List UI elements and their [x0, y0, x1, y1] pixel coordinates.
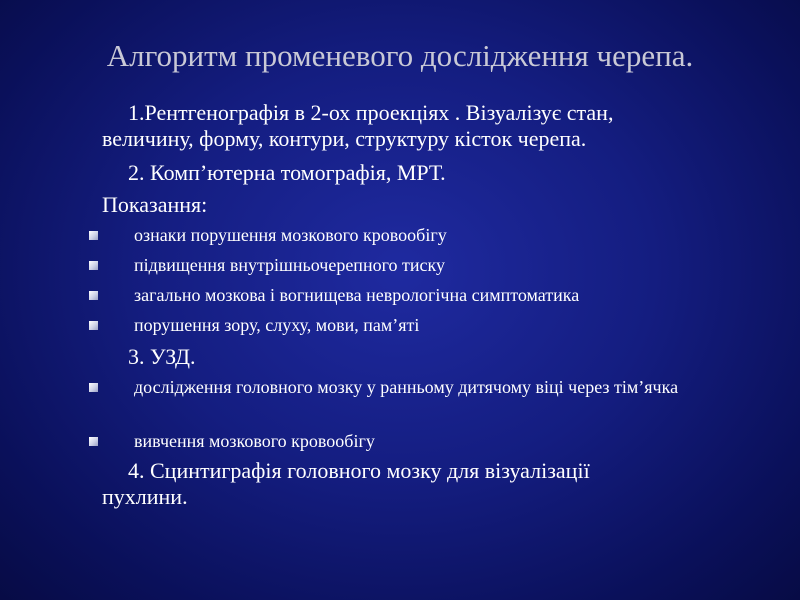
slide-title: Алгоритм променевого дослідження черепа.	[106, 38, 694, 73]
square-bullet-icon	[89, 437, 98, 446]
list-item-text: підвищення внутрішньочерепного тиску	[134, 255, 445, 275]
square-bullet-icon	[89, 231, 98, 240]
list-item-text: ознаки порушення мозкового кровообігу	[134, 225, 447, 245]
square-bullet-icon	[89, 261, 98, 270]
paragraph-ultrasound-text: 3. УЗД.	[128, 344, 196, 369]
list-item-text: дослідження головного мозку у ранньому дитячому віці через тім’ячка	[134, 377, 679, 397]
paragraph-indications: Показання:	[102, 192, 208, 217]
paragraph-scintigraphy-text2: пухлини.	[102, 484, 188, 509]
square-bullet-icon	[89, 383, 98, 392]
paragraph-radiography-text2: величину, форму, контури, структуру кісток черепа.	[102, 126, 587, 151]
list-item-text: загально мозкова і вогнищева неврологічна симптоматика	[134, 285, 580, 305]
list-item-text: порушення зору, слуху, мови, пам’яті	[134, 315, 420, 335]
paragraph-ct-mri-text: 2. Комп’ютерна томографія, МРТ.	[128, 160, 446, 185]
paragraph-ultrasound	[102, 344, 702, 370]
paragraph-scintigraphy-line1	[102, 458, 702, 484]
square-bullet-icon	[89, 291, 98, 300]
paragraph-radiography	[102, 100, 702, 152]
paragraph-scintigraphy-text1: 4. Сцинтиграфія головного мозку для візуалізації	[128, 458, 590, 483]
paragraph-radiography-line1	[102, 100, 702, 126]
slide-content	[0, 96, 800, 596]
list-item-text: вивчення мозкового кровообігу	[134, 431, 375, 451]
paragraph-ct-mri	[102, 160, 702, 186]
paragraph-scintigraphy	[102, 458, 702, 510]
paragraph-radiography-text1: 1.Рентгенографія в 2-ох проекціях . Візуалізує стан,	[128, 100, 614, 125]
square-bullet-icon	[89, 321, 98, 330]
